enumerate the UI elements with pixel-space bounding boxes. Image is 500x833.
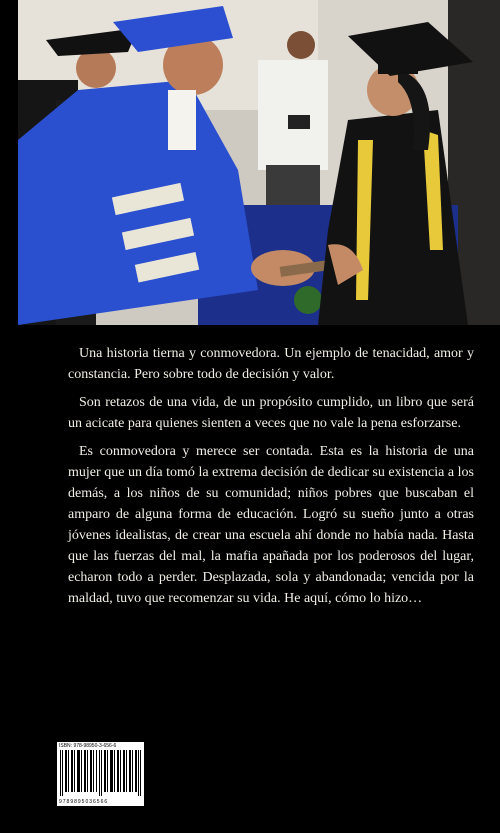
isbn-label: ISBN: 978-98950-3-656-6: [59, 743, 117, 749]
barcode-bars: [59, 750, 142, 796]
graduation-ceremony-photo: [18, 0, 500, 325]
cover-photo: [18, 0, 500, 325]
isbn-barcode: [57, 742, 144, 806]
barcode-digits: 9789895036566: [59, 799, 109, 805]
blurb-paragraph: Son retazos de una vida, de un propósito cumplido, un libro que será un acicate para quienes sienten a veces que no vale la pena esforzarse.: [68, 395, 474, 431]
blurb-paragraph: Es conmovedora y merece ser contada. Esta es la historia de una mujer que un día tomó la extrema decisión de dedicar su existencia a los demás, a los niños de su comunidad; niños pobres que buscaban el amparo de alguna forma de educación. Logró su sueño junto a otras jóvenes idealistas, de crear una escuela ahí donde no había nada. Hasta que las fuerzas del mal, la mafia apañada por los poderosos del lugar, echaron todo a perder. Desplazada, sola y abandonada; vencida por la maldad, tuvo que recomenzar su vida. He aquí, cómo lo hizo…: [68, 444, 474, 606]
back-cover-blurb: [68, 343, 474, 616]
blurb-paragraph: Una historia tierna y conmovedora. Un ejemplo de tenacidad, amor y constancia. Pero sobre todo de decisión y valor.: [68, 346, 474, 382]
